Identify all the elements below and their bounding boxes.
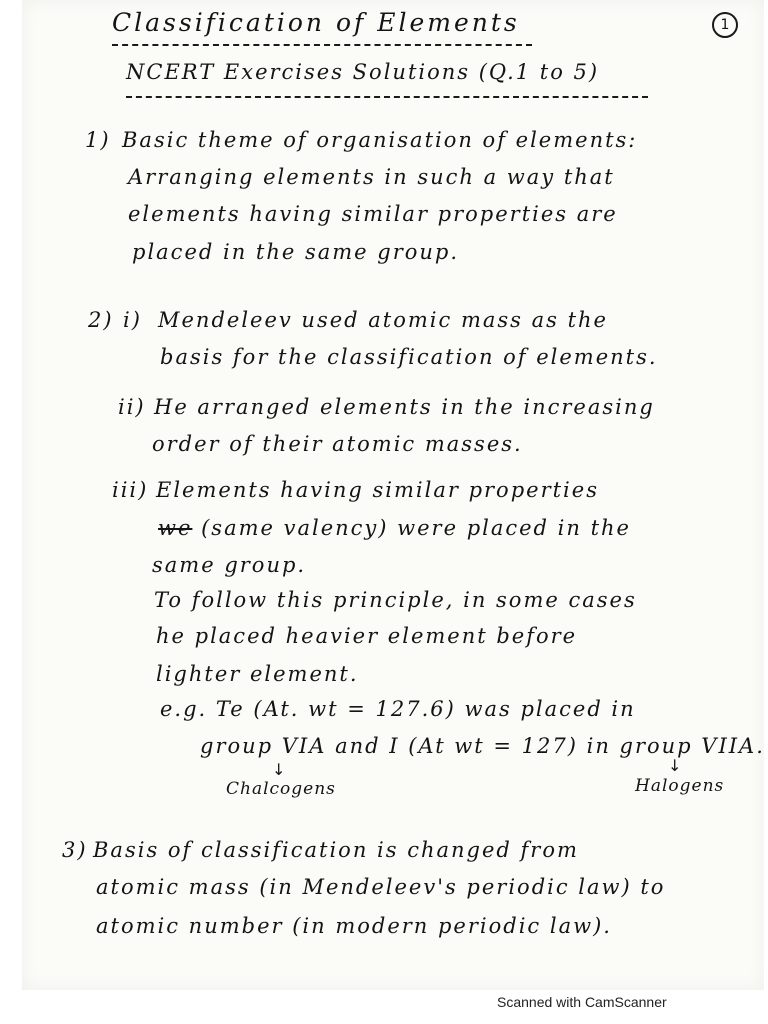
q3-line-1: Basis of classification is changed from: [93, 838, 579, 862]
q1-line-4: placed in the same group.: [132, 240, 460, 264]
q1-number: 1): [85, 128, 111, 152]
camscanner-watermark: Scanned with CamScanner: [497, 994, 667, 1010]
q3-number: 3): [62, 838, 88, 862]
title-underline: [112, 44, 532, 46]
arrow-down-icon: ↓: [668, 756, 682, 775]
q1-line-3: elements having similar properties are: [128, 202, 618, 226]
q2-part-iii-line-4: To follow this principle, in some cases: [154, 588, 637, 612]
q2-part-ii-line-1: He arranged elements in the increasing: [154, 395, 655, 419]
q2-part-iii-line-2: (same valency) were placed in the: [201, 516, 631, 540]
arrow-down-icon: ↓: [272, 760, 286, 779]
page-title: Classification of Elements: [112, 8, 520, 37]
q2-part-iii-line-1: Elements having similar properties: [156, 478, 599, 502]
q2-part-i-line-1: Mendeleev used atomic mass as the: [158, 308, 608, 332]
q1-line-1: Basic theme of organisation of elements:: [122, 128, 638, 152]
q2-part-iii-line-2-wrap: [158, 516, 631, 540]
q2-part-iii-line-5: he placed heavier element before: [156, 624, 578, 648]
q2-part-iii-label: iii): [112, 478, 149, 502]
q2-part-ii-line-2: order of their atomic masses.: [152, 432, 523, 456]
halogens-label: Halogens: [635, 776, 725, 796]
q2-part-iii-group-line: group VIA and I (At wt = 127) in group VIIA.: [200, 734, 765, 758]
q2-part-i-line-2: basis for the classification of elements.: [160, 345, 658, 369]
q2-part-iii-line-6: lighter element.: [156, 662, 359, 686]
subtitle-underline: [126, 96, 648, 98]
page-subtitle: NCERT Exercises Solutions (Q.1 to 5): [126, 60, 600, 84]
q3-line-2: atomic mass (in Mendeleev's periodic law) to: [96, 875, 666, 899]
q2-part-iii-line-3: same group.: [152, 553, 307, 577]
q2-part-ii-label: ii): [118, 395, 146, 419]
struck-word: we: [158, 516, 193, 540]
q2-part-i-label: i): [123, 308, 142, 332]
q1-line-2: Arranging elements in such a way that: [128, 165, 615, 189]
chalcogens-label: Chalcogens: [226, 779, 336, 799]
page-number-badge: 1: [712, 12, 738, 38]
q2-part-iii-example-line: e.g. Te (At. wt = 127.6) was placed in: [160, 697, 636, 721]
q2-number: 2): [88, 308, 114, 332]
q3-line-3: atomic number (in modern periodic law).: [96, 914, 612, 938]
